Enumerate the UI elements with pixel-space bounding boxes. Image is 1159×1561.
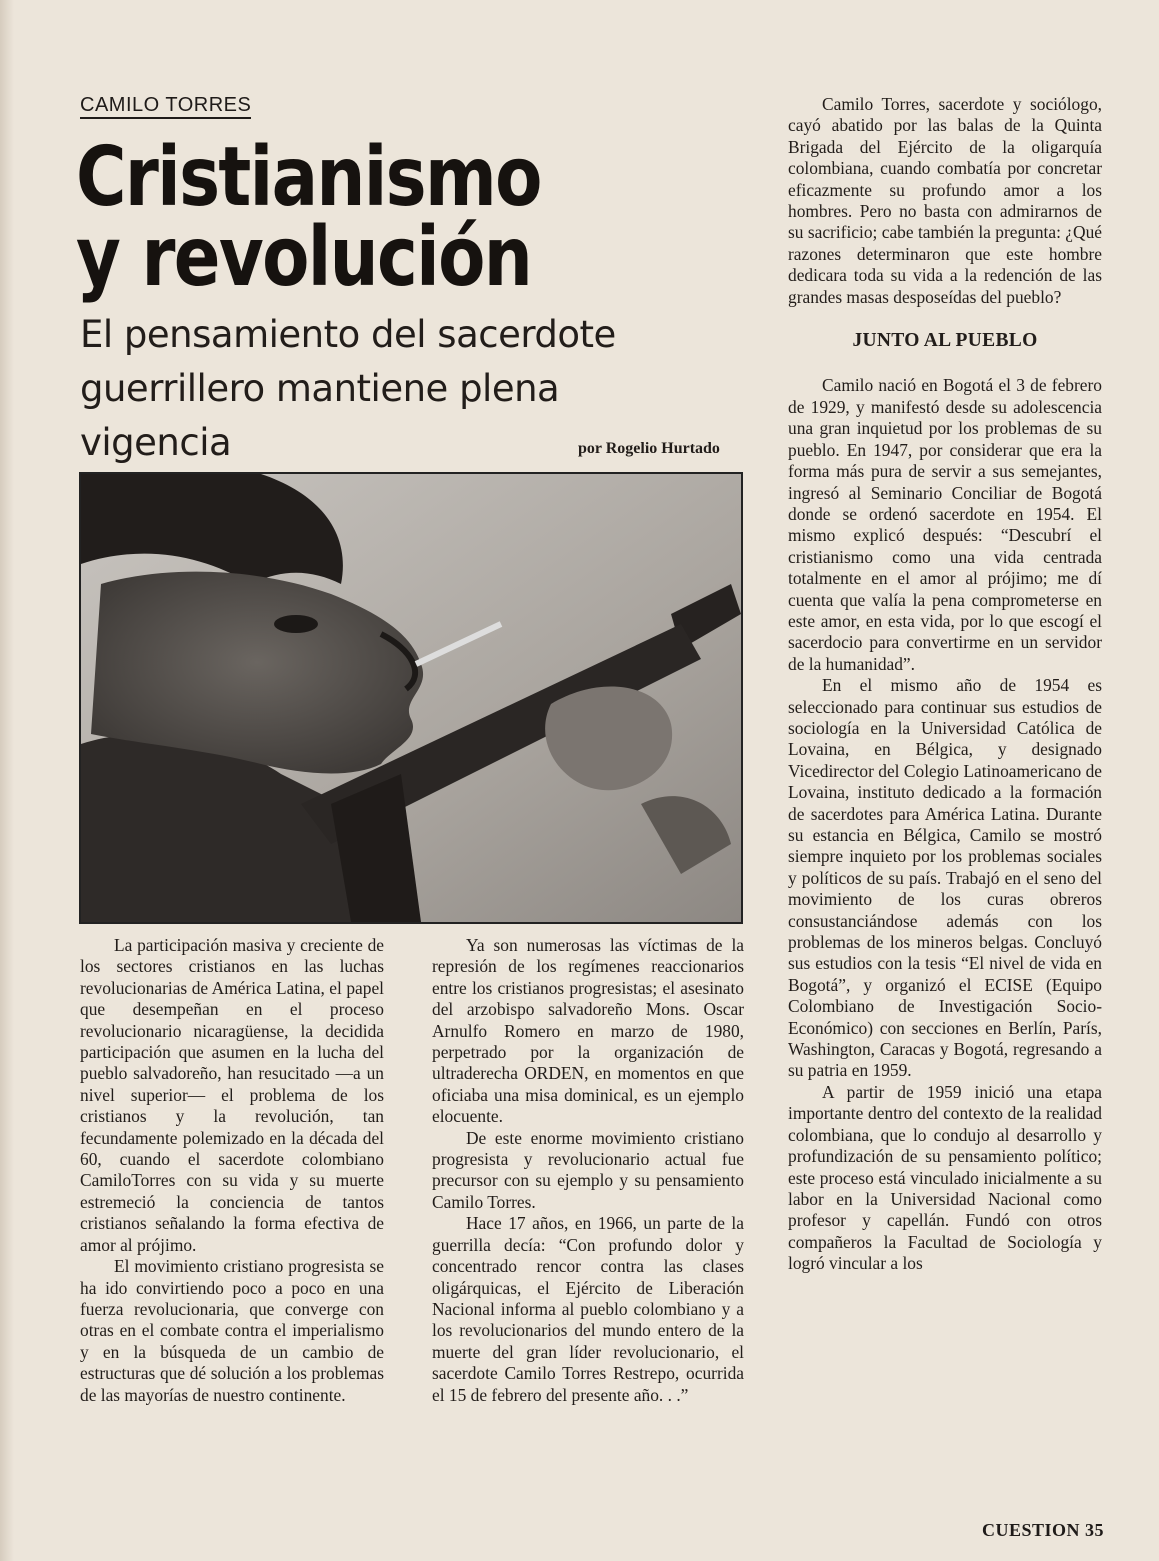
article-column-3 xyxy=(788,94,1102,1275)
subheadline-line-3: vigencia xyxy=(80,421,232,464)
headline-line-2: y revolución xyxy=(76,210,532,305)
page-folio: CUESTION 35 xyxy=(982,1520,1105,1540)
subheadline-line-2: guerrillero mantiene plena xyxy=(80,367,560,410)
article-column-1 xyxy=(80,935,384,1406)
headline xyxy=(76,130,597,305)
paragraph: Camilo nació en Bogotá el 3 de febrero de 1929, y manifestó desde su adolescencia una gran inquietud por los problemas de su pueblo. En 1947, por considerar que era la forma más pura de servir a sus semejantes, ingresó al Seminario Conciliar de Bogotá donde se ordenó sacerdote en 1954. El mismo explicó después: “Descubrí el cristianismo como una vida centrada totalmente en el amor al prójimo; me dí cuenta que valía la pena comprometerse en este amor, en esta vida, por lo que escogí el sacerdocio para convertirme en un servidor de la humanidad”. xyxy=(788,375,1102,674)
portrait-photo-icon xyxy=(81,474,741,922)
paragraph: El movimiento cristiano progresista se ha ido convirtiendo poco a poco en una fuerza revolucionaria, que converge con otras en el combate contra el imperialismo y en la búsqueda de un cambio de estructuras que dé solución a los problemas de las mayorías de nuestro continente. xyxy=(80,1256,384,1405)
paragraph: En el mismo año de 1954 es seleccionado para continuar sus estudios de sociología en la Universidad Católica de Lovaina, en Bélgica, y designado Vicedirector del Colegio Latinoamericano de Lovaina, instituto dedicado a la formación de sacerdotes para América Latina. Durante su estancia en Bélgica, Camilo se mostró siempre inquieto por los problemas sociales y políticos de su país. Trabajó en el seno del movimiento de los curas obreros consustanciándose además con los problemas de los mineros belgas. Concluyó sus estudios con la tesis “El nivel de vida en Bogotá”, y organizó el ECISE (Equipo Colombiano de Investigación Socio-Económico) con secciones en Berlín, París, Washington, Caracas y Bogotá, regresando a su patria en 1959. xyxy=(788,675,1102,1081)
paragraph: Hace 17 años, en 1966, un parte de la guerrilla decía: “Con profundo dolor y concentrado rencor contra las clases oligárquicas, el Ejército de Liberación Nacional informa al pueblo colombiano y a los revolucionarios del mundo entero de la muerte del gran líder revolucionario, el sacerdote Camilo Torres Restrepo, ocurrida el 15 de febrero del presente año. . .” xyxy=(432,1213,744,1405)
paragraph: A partir de 1959 inició una etapa importante dentro del contexto de la realidad colombiana, que lo condujo al desarrollo y profundización de su pensamiento político; este proceso está vinculado inicialmente a su labor en la Universidad Nacional como profesor y capellán. Fundó con otros compañeros la Facultad de Sociología y logró vincular a los xyxy=(788,1081,1102,1274)
paragraph: De este enorme movimiento cristiano progresista y revolucionario actual fue precursor con su ejemplo y su pensamiento Camilo Torres. xyxy=(432,1127,744,1212)
page-edge-shadow xyxy=(0,0,14,1561)
paragraph: Ya son numerosas las víctimas de la represión de los regímenes reaccionarios entre los cristianos progresistas; el asesinato del arzobispo salvadoreño Mons. Oscar Arnulfo Romero en marzo de 1980, perpetrado por la organización de ultraderecha ORDEN, en momentos en que oficiaba una misa dominical, es un ejemplo elocuente. xyxy=(432,935,744,1127)
section-subheading: JUNTO AL PUEBLO xyxy=(852,330,1038,352)
headline-line-1: Cristianismo xyxy=(76,130,541,225)
subheadline-line-1: El pensamiento del sacerdote xyxy=(80,313,616,356)
article-column-2 xyxy=(432,935,744,1406)
paragraph: La participación masiva y creciente de los sectores cristianos en las luchas revolucionarias de América Latina, el papel que desempeñan en el proceso revolucionario nicaragüense, la decidida participación que asumen en la lucha del pueblo salvadoreño, han resucitado —a un nivel superior— el problema de los cristianos y la revolución, tan fecundamente polemizado en la década del 60, cuando el sacerdote colombiano CamiloTorres con su vida y su muerte estremeció la conciencia de tantos cristianos señalando la forma efectiva de amor al prójimo. xyxy=(80,935,384,1255)
section-tag: CAMILO TORRES xyxy=(80,94,251,119)
portrait-photo xyxy=(79,472,743,924)
paragraph: Camilo Torres, sacerdote y sociólogo, cayó abatido por las balas de la Quinta Brigada del Ejército de la oligarquía colombiana, cuando combatía por concretar eficazmente su profundo amor a los hombres. Pero no basta con admirarnos de su sacrificio; cabe también la pregunta: ¿Qué razones determinaron que este hombre dedicara toda su vida a la redención de las grandes masas desposeídas del pueblo? xyxy=(788,94,1102,307)
byline: por Rogelio Hurtado xyxy=(578,440,720,457)
